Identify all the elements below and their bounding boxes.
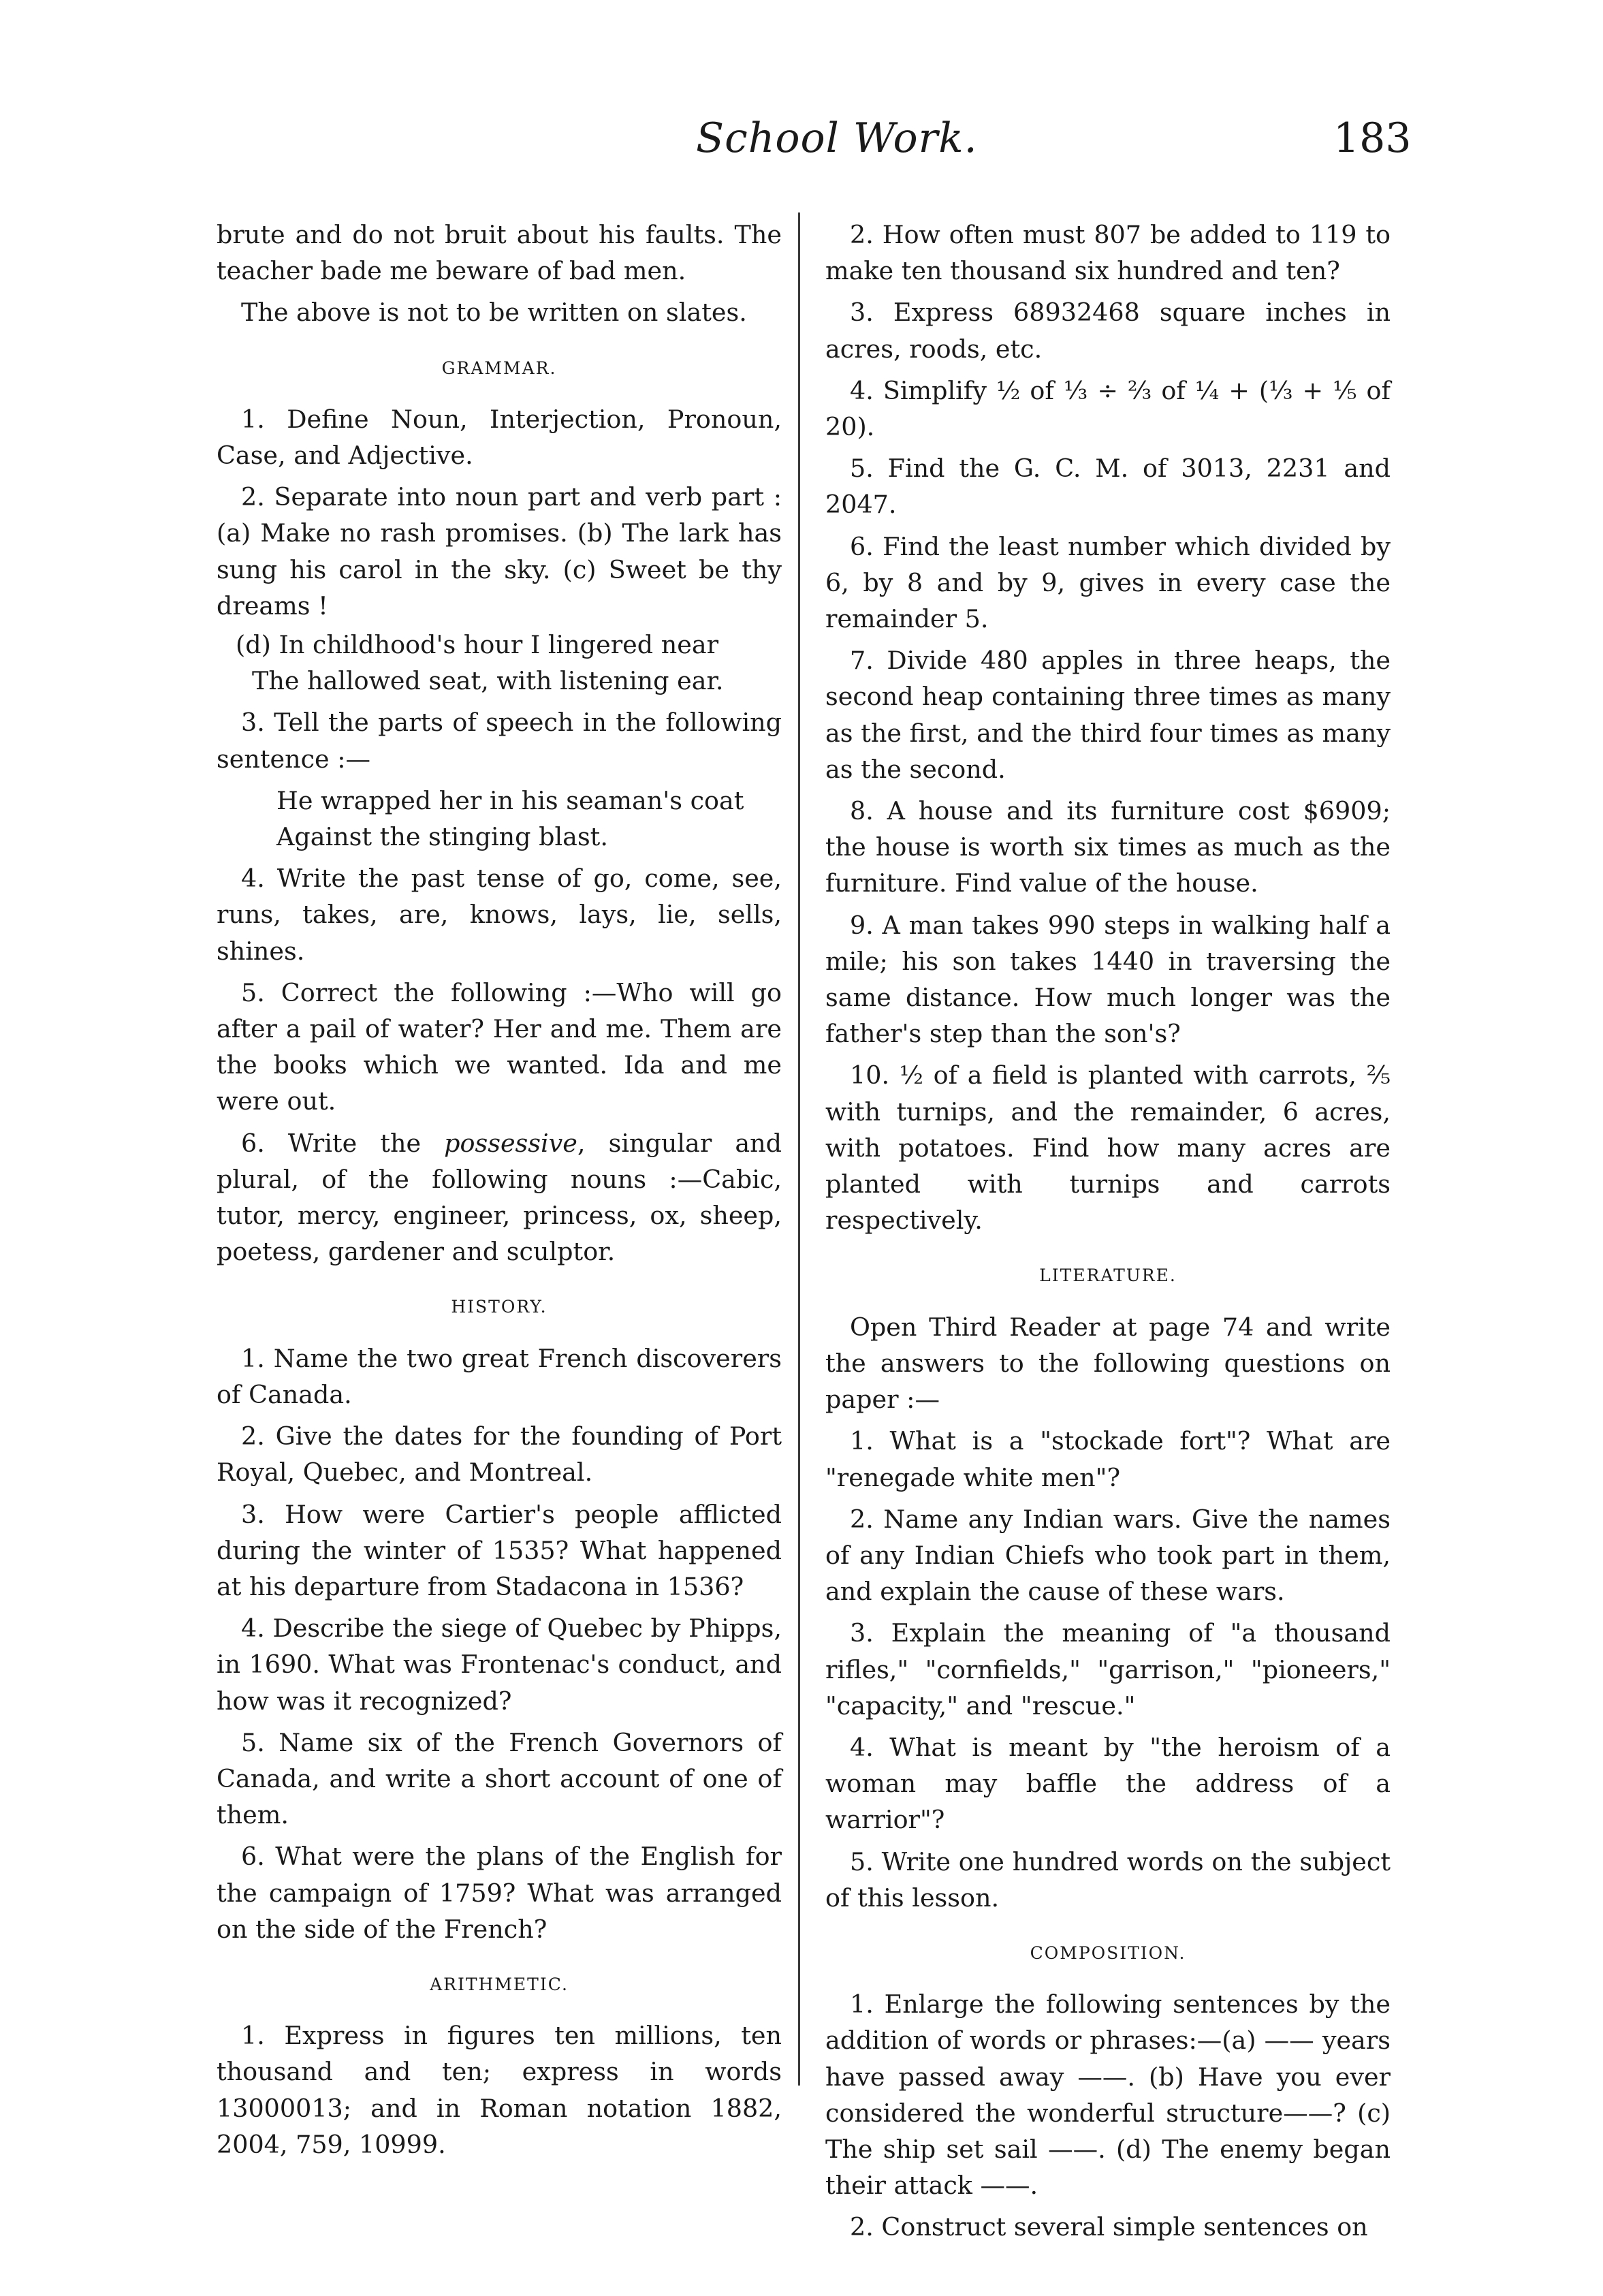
history-question-5: 5. Name six of the French Governors of Canada, and write a short account of one of them. bbox=[217, 1727, 782, 1830]
grammar-verse-sentence bbox=[276, 783, 782, 855]
verse-line: He wrapped her in his seaman's coat bbox=[276, 785, 744, 815]
left-column bbox=[217, 217, 782, 2163]
grammar-heading: GRAMMAR. bbox=[441, 358, 557, 378]
literature-question-4: 4. What is meant by "the heroism of a woman may baffle the address of a warrior"? bbox=[825, 1732, 1391, 1835]
history-question-2: 2. Give the dates for the founding of Port Royal, Quebec, and Montreal. bbox=[217, 1421, 782, 1488]
intro-paragraph: brute and do not bruit about his faults. The teacher bade me beware of bad men. bbox=[217, 220, 782, 286]
right-column bbox=[825, 217, 1391, 2246]
history-question-4: 4. Describe the siege of Quebec by Phipps, in 1690. What was Frontenac's conduct, and how was it recognized? bbox=[217, 1614, 782, 1716]
grammar-verse-d bbox=[236, 627, 782, 699]
q6-text-end: , singular and plural, of the following nouns :—Cabic, tutor, mercy, engineer, princess, ox, sheep, poetess, gardener and sculptor. bbox=[217, 1128, 782, 1267]
arithmetic-question-8: 8. A house and its furniture cost $6909; the house is worth six times as much as the furniture. Find value of the house. bbox=[825, 796, 1391, 898]
grammar-question-3: 3. Tell the parts of speech in the following sentence :— bbox=[217, 708, 782, 774]
column-divider bbox=[798, 213, 800, 2086]
composition-question-1: 1. Enlarge the following sentences by the addition of words or phrases:—(a) —— years have passed away ——. (b) Have you ever considered the wonderful structure——? (c) The ship set sail ——. (d) The enemy began their attack ——. bbox=[825, 1990, 1391, 2201]
grammar-question-6 bbox=[217, 1125, 782, 1270]
history-heading: HISTORY. bbox=[451, 1297, 547, 1317]
literature-intro: Open Third Reader at page 74 and write the answers to the following questions on paper :— bbox=[825, 1312, 1391, 1415]
arithmetic-question-6: 6. Find the least number which divided by 6, by 8 and by 9, gives in every case the remainder 5. bbox=[825, 531, 1391, 634]
history-question-6: 6. What were the plans of the English for the campaign of 1759? What was arranged on the side of the French? bbox=[217, 1842, 782, 1944]
literature-question-1: 1. What is a "stockade fort"? What are "renegade white men"? bbox=[825, 1426, 1391, 1492]
arithmetic-question-2: 2. How often must 807 be added to 119 to make ten thousand six hundred and ten? bbox=[825, 220, 1391, 286]
running-title: School Work. bbox=[696, 114, 978, 162]
grammar-question-4: 4. Write the past tense of go, come, see, runs, takes, are, knows, lays, lie, sells, shines. bbox=[217, 864, 782, 966]
intro-note: The above is not to be written on slates. bbox=[241, 298, 747, 328]
arithmetic-question-10: 10. ½ of a field is planted with carrots, ⅖ with turnips, and the remainder, 6 acres, with potatoes. Find how many acres are planted with turnips and carrots respectively. bbox=[825, 1060, 1391, 1236]
literature-question-5: 5. Write one hundred words on the subject of this lesson. bbox=[825, 1846, 1391, 1913]
arithmetic-question-5: 5. Find the G. C. M. of 3013, 2231 and 2047. bbox=[825, 454, 1391, 520]
history-question-1: 1. Name the two great French discoverers of Canada. bbox=[217, 1343, 782, 1409]
grammar-question-2: 2. Separate into noun part and verb part : (a) Make no rash promises. (b) The lark has sung his carol in the sky. (c) Sweet be thy dreams ! bbox=[217, 482, 782, 620]
literature-question-2: 2. Name any Indian wars. Give the names of any Indian Chiefs who took part in them, and explain the cause of these wars. bbox=[825, 1504, 1391, 1607]
arithmetic-question-3: 3. Express 68932468 square inches in acres, roods, etc. bbox=[825, 298, 1391, 364]
verse-line: (d) In childhood's hour I lingered near bbox=[236, 630, 719, 660]
q6-text-start: 6. Write the bbox=[241, 1128, 445, 1158]
composition-question-2: 2. Construct several simple sentences on bbox=[850, 2212, 1368, 2242]
arithmetic-heading: ARITHMETIC. bbox=[430, 1974, 569, 1994]
literature-heading: LITERATURE. bbox=[1039, 1265, 1177, 1286]
verse-line: The hallowed seat, with listening ear. bbox=[252, 666, 724, 696]
page-number: 183 bbox=[1333, 114, 1412, 162]
verse-line: Against the stinging blast. bbox=[276, 822, 608, 852]
composition-heading: COMPOSITION. bbox=[1030, 1943, 1186, 1963]
arithmetic-question-9: 9. A man takes 990 steps in walking half a mile; his son takes 1440 in traversing the same distance. How much longer was the father's step than the son's? bbox=[825, 910, 1391, 1049]
possessive-term: possessive bbox=[444, 1128, 577, 1158]
arithmetic-question-7: 7. Divide 480 apples in three heaps, the second heap containing three times as many as the first, and the third four times as many as the second. bbox=[825, 646, 1391, 784]
grammar-question-1: 1. Define Noun, Interjection, Pronoun, Case, and Adjective. bbox=[217, 404, 782, 471]
literature-question-3: 3. Explain the meaning of "a thousand rifles," "cornfields," "garrison," "pioneers," "capacity," and "rescue." bbox=[825, 1618, 1391, 1720]
arithmetic-question-4: 4. Simplify ½ of ⅓ ÷ ⅔ of ¼ + (⅓ + ⅕ of 20). bbox=[825, 375, 1391, 442]
grammar-question-5: 5. Correct the following :—Who will go after a pail of water? Her and me. Them are the books which we wanted. Ida and me were out. bbox=[217, 977, 782, 1116]
history-question-3: 3. How were Cartier's people afflicted during the winter of 1535? What happened at his departure from Stadacona in 1536? bbox=[217, 1499, 782, 1601]
arithmetic-question-1: 1. Express in figures ten millions, ten thousand and ten; express in words 13000013; and in Roman notation 1882, 2004, 759, 10999. bbox=[217, 2021, 782, 2159]
